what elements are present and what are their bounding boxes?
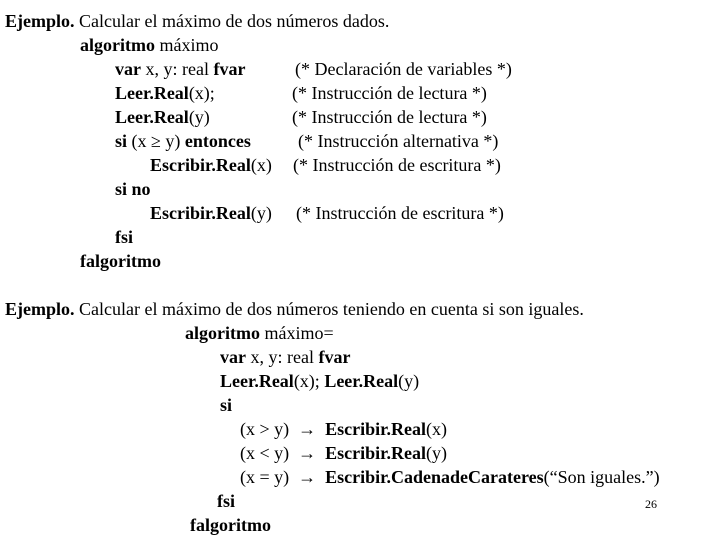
ex2-read-line	[220, 370, 419, 392]
case-argument: (y)	[425, 443, 447, 463]
ex1-falgoritmo-line	[80, 250, 161, 272]
ex1-algorithm-header	[80, 34, 218, 56]
ex1-else-line	[115, 178, 151, 200]
heading-text: Calcular el máximo de dos números dados.	[74, 11, 390, 31]
page-number: 26	[645, 497, 657, 511]
ex1-comment-decl: (* Declaración de variables *)	[295, 59, 512, 79]
ex2-falgoritmo-line	[190, 514, 271, 536]
keyword-leer: Leer.Real	[115, 83, 189, 103]
keyword-var: var	[220, 347, 246, 367]
keyword-entonces: entonces	[184, 131, 251, 151]
if-condition: (x ≥ y)	[127, 131, 185, 151]
keyword-escribir: Escribir.Real	[325, 419, 426, 439]
keyword-var: var	[115, 59, 141, 79]
read-arg-y: (y)	[188, 107, 210, 127]
keyword-fvar: fvar	[213, 59, 246, 79]
read-arg-y: (y)	[398, 371, 420, 391]
ex1-write-y	[150, 202, 272, 224]
keyword-escribir: Escribir.Real	[150, 203, 251, 223]
keyword-falgoritmo: falgoritmo	[190, 515, 271, 535]
ex1-comment-read1: (* Instrucción de lectura *)	[292, 83, 487, 103]
case-condition: (x = y) →	[240, 467, 326, 487]
keyword-leer: Leer.Real	[220, 371, 294, 391]
var-declaration: x, y: real	[246, 347, 319, 367]
keyword-falgoritmo: falgoritmo	[80, 251, 161, 271]
ex1-comment-alt: (* Instrucción alternativa *)	[298, 131, 499, 151]
heading-label: Ejemplo.	[5, 299, 75, 319]
case-condition: (x < y) →	[240, 443, 326, 463]
algorithm-name: máximo=	[259, 323, 334, 343]
write-arg-y: (y)	[250, 203, 272, 223]
case-argument: (x)	[425, 419, 447, 439]
keyword-algoritmo: algoritmo	[80, 35, 155, 55]
ex2-case-greater	[240, 418, 447, 440]
read-arg-x: (x);	[293, 371, 325, 391]
keyword-fvar: fvar	[318, 347, 351, 367]
keyword-escribir-cadena: Escribir.CadenadeCarateres	[325, 467, 544, 487]
ex1-write-x	[150, 154, 272, 176]
keyword-escribir: Escribir.Real	[150, 155, 251, 175]
ex2-si-line	[220, 394, 232, 416]
keyword-leer: Leer.Real	[115, 107, 189, 127]
algorithm-name: máximo	[154, 35, 219, 55]
ex1-comment-write2: (* Instrucción de escritura *)	[296, 203, 504, 223]
keyword-fsi: fsi	[115, 227, 133, 247]
ex2-fsi-line	[217, 490, 235, 512]
ex1-fsi-line	[115, 226, 133, 248]
ex1-comment-read2: (* Instrucción de lectura *)	[292, 107, 487, 127]
case-condition: (x > y) →	[240, 419, 326, 439]
write-arg-x: (x)	[250, 155, 272, 175]
var-declaration: x, y: real	[141, 59, 214, 79]
ex2-case-less	[240, 442, 447, 464]
ex1-if-line	[115, 130, 251, 152]
ex2-algorithm-header	[185, 322, 334, 344]
heading-label: Ejemplo.	[5, 11, 75, 31]
keyword-leer: Leer.Real	[324, 371, 399, 391]
ex1-var-line	[115, 58, 245, 80]
keyword-si: si	[115, 131, 128, 151]
ex1-read-y	[115, 106, 210, 128]
example1-heading	[5, 10, 389, 32]
example2-heading	[5, 298, 584, 320]
heading-text: Calcular el máximo de dos números teniendo en cuenta si son iguales.	[74, 299, 584, 319]
keyword-algoritmo: algoritmo	[185, 323, 260, 343]
ex1-comment-write1: (* Instrucción de escritura *)	[293, 155, 501, 175]
ex2-var-line	[220, 346, 350, 368]
keyword-fsi: fsi	[217, 491, 235, 511]
case-argument: (“Son iguales.”)	[543, 467, 660, 487]
keyword-escribir: Escribir.Real	[325, 443, 426, 463]
keyword-si-no: si no	[115, 179, 151, 199]
read-arg-x: (x);	[188, 83, 215, 103]
ex1-read-x	[115, 82, 215, 104]
keyword-si: si	[220, 395, 233, 415]
ex2-case-equal	[240, 466, 660, 488]
